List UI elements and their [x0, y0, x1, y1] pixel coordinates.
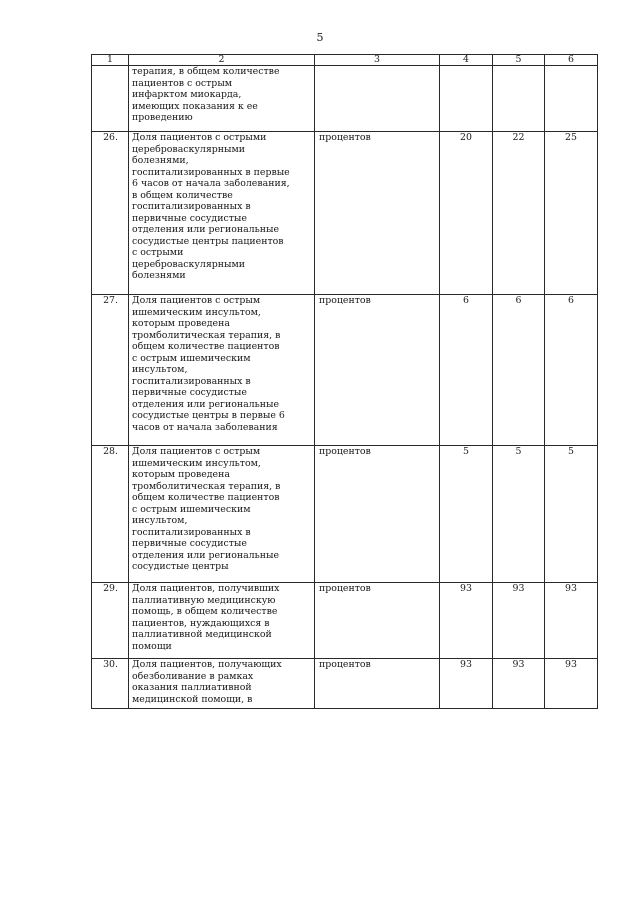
- indicator-description: Доля пациентов с острым ишемическим инсультом, которым проведена тромболитическая терапия, в общем количестве пациентов с острым ишемическим инсультом, госпитализированных в первичные сосудистые отделения или региональные сосудистые центры: [129, 446, 315, 583]
- value-year3: 5: [545, 446, 598, 583]
- unit-cell: процентов: [315, 132, 440, 295]
- value-year2: 22: [493, 132, 545, 295]
- value-year3: 93: [545, 659, 598, 709]
- value-year3: [545, 66, 598, 132]
- table-row: [92, 132, 598, 295]
- row-number: 28.: [92, 446, 129, 583]
- unit-cell: процентов: [315, 659, 440, 709]
- indicator-table: [91, 54, 598, 709]
- value-year3: 25: [545, 132, 598, 295]
- unit-cell: [315, 66, 440, 132]
- row-number: [92, 66, 129, 132]
- value-year3: 6: [545, 295, 598, 446]
- indicator-description: Доля пациентов, получающих обезболивание в рамках оказания паллиативной медицинской помощи, в: [129, 659, 315, 709]
- value-year1: 20: [440, 132, 493, 295]
- table-row: [92, 295, 598, 446]
- indicator-description: Доля пациентов с острыми цереброваскулярными болезнями, госпитализированных в первые 6 часов от начала заболевания, в общем количестве госпитализированных в первичные сосудистые отделения или региональные сосудистые центры пациентов с острыми цереброваскулярными болезнями: [129, 132, 315, 295]
- indicator-description: терапия, в общем количестве пациентов с острым инфарктом миокарда, имеющих показания к ее проведению: [129, 66, 315, 132]
- table-row: [92, 659, 598, 709]
- unit-cell: процентов: [315, 446, 440, 583]
- value-year3: 93: [545, 583, 598, 659]
- value-year1: 93: [440, 659, 493, 709]
- value-year2: 6: [493, 295, 545, 446]
- header-cell-col3: 3: [315, 55, 440, 66]
- value-year1: 6: [440, 295, 493, 446]
- value-year1: 93: [440, 583, 493, 659]
- value-year2: 5: [493, 446, 545, 583]
- table-header-row: [92, 55, 598, 66]
- value-year2: 93: [493, 659, 545, 709]
- header-cell-col5: 5: [493, 55, 545, 66]
- row-number: 27.: [92, 295, 129, 446]
- header-cell-col6: 6: [545, 55, 598, 66]
- value-year1: 5: [440, 446, 493, 583]
- row-number: 26.: [92, 132, 129, 295]
- indicator-description: Доля пациентов, получивших паллиативную медицинскую помощь, в общем количестве пациентов, нуждающихся в паллиативной медицинской помощи: [129, 583, 315, 659]
- page-number: 5: [316, 31, 324, 44]
- unit-cell: процентов: [315, 295, 440, 446]
- header-cell-col4: 4: [440, 55, 493, 66]
- unit-cell: процентов: [315, 583, 440, 659]
- table-row: [92, 583, 598, 659]
- value-year2: [493, 66, 545, 132]
- indicator-description: Доля пациентов с острым ишемическим инсультом, которым проведена тромболитическая терапия, в общем количестве пациентов с острым ишемическим инсультом, госпитализированных в первичные сосудистые отделения или региональные сосудистые центры в первые 6 часов от начала заболевания: [129, 295, 315, 446]
- table-row: [92, 446, 598, 583]
- header-cell-col1: 1: [92, 55, 129, 66]
- header-cell-col2: 2: [129, 55, 315, 66]
- value-year1: [440, 66, 493, 132]
- row-number: 29.: [92, 583, 129, 659]
- value-year2: 93: [493, 583, 545, 659]
- row-number: 30.: [92, 659, 129, 709]
- table-row: [92, 66, 598, 132]
